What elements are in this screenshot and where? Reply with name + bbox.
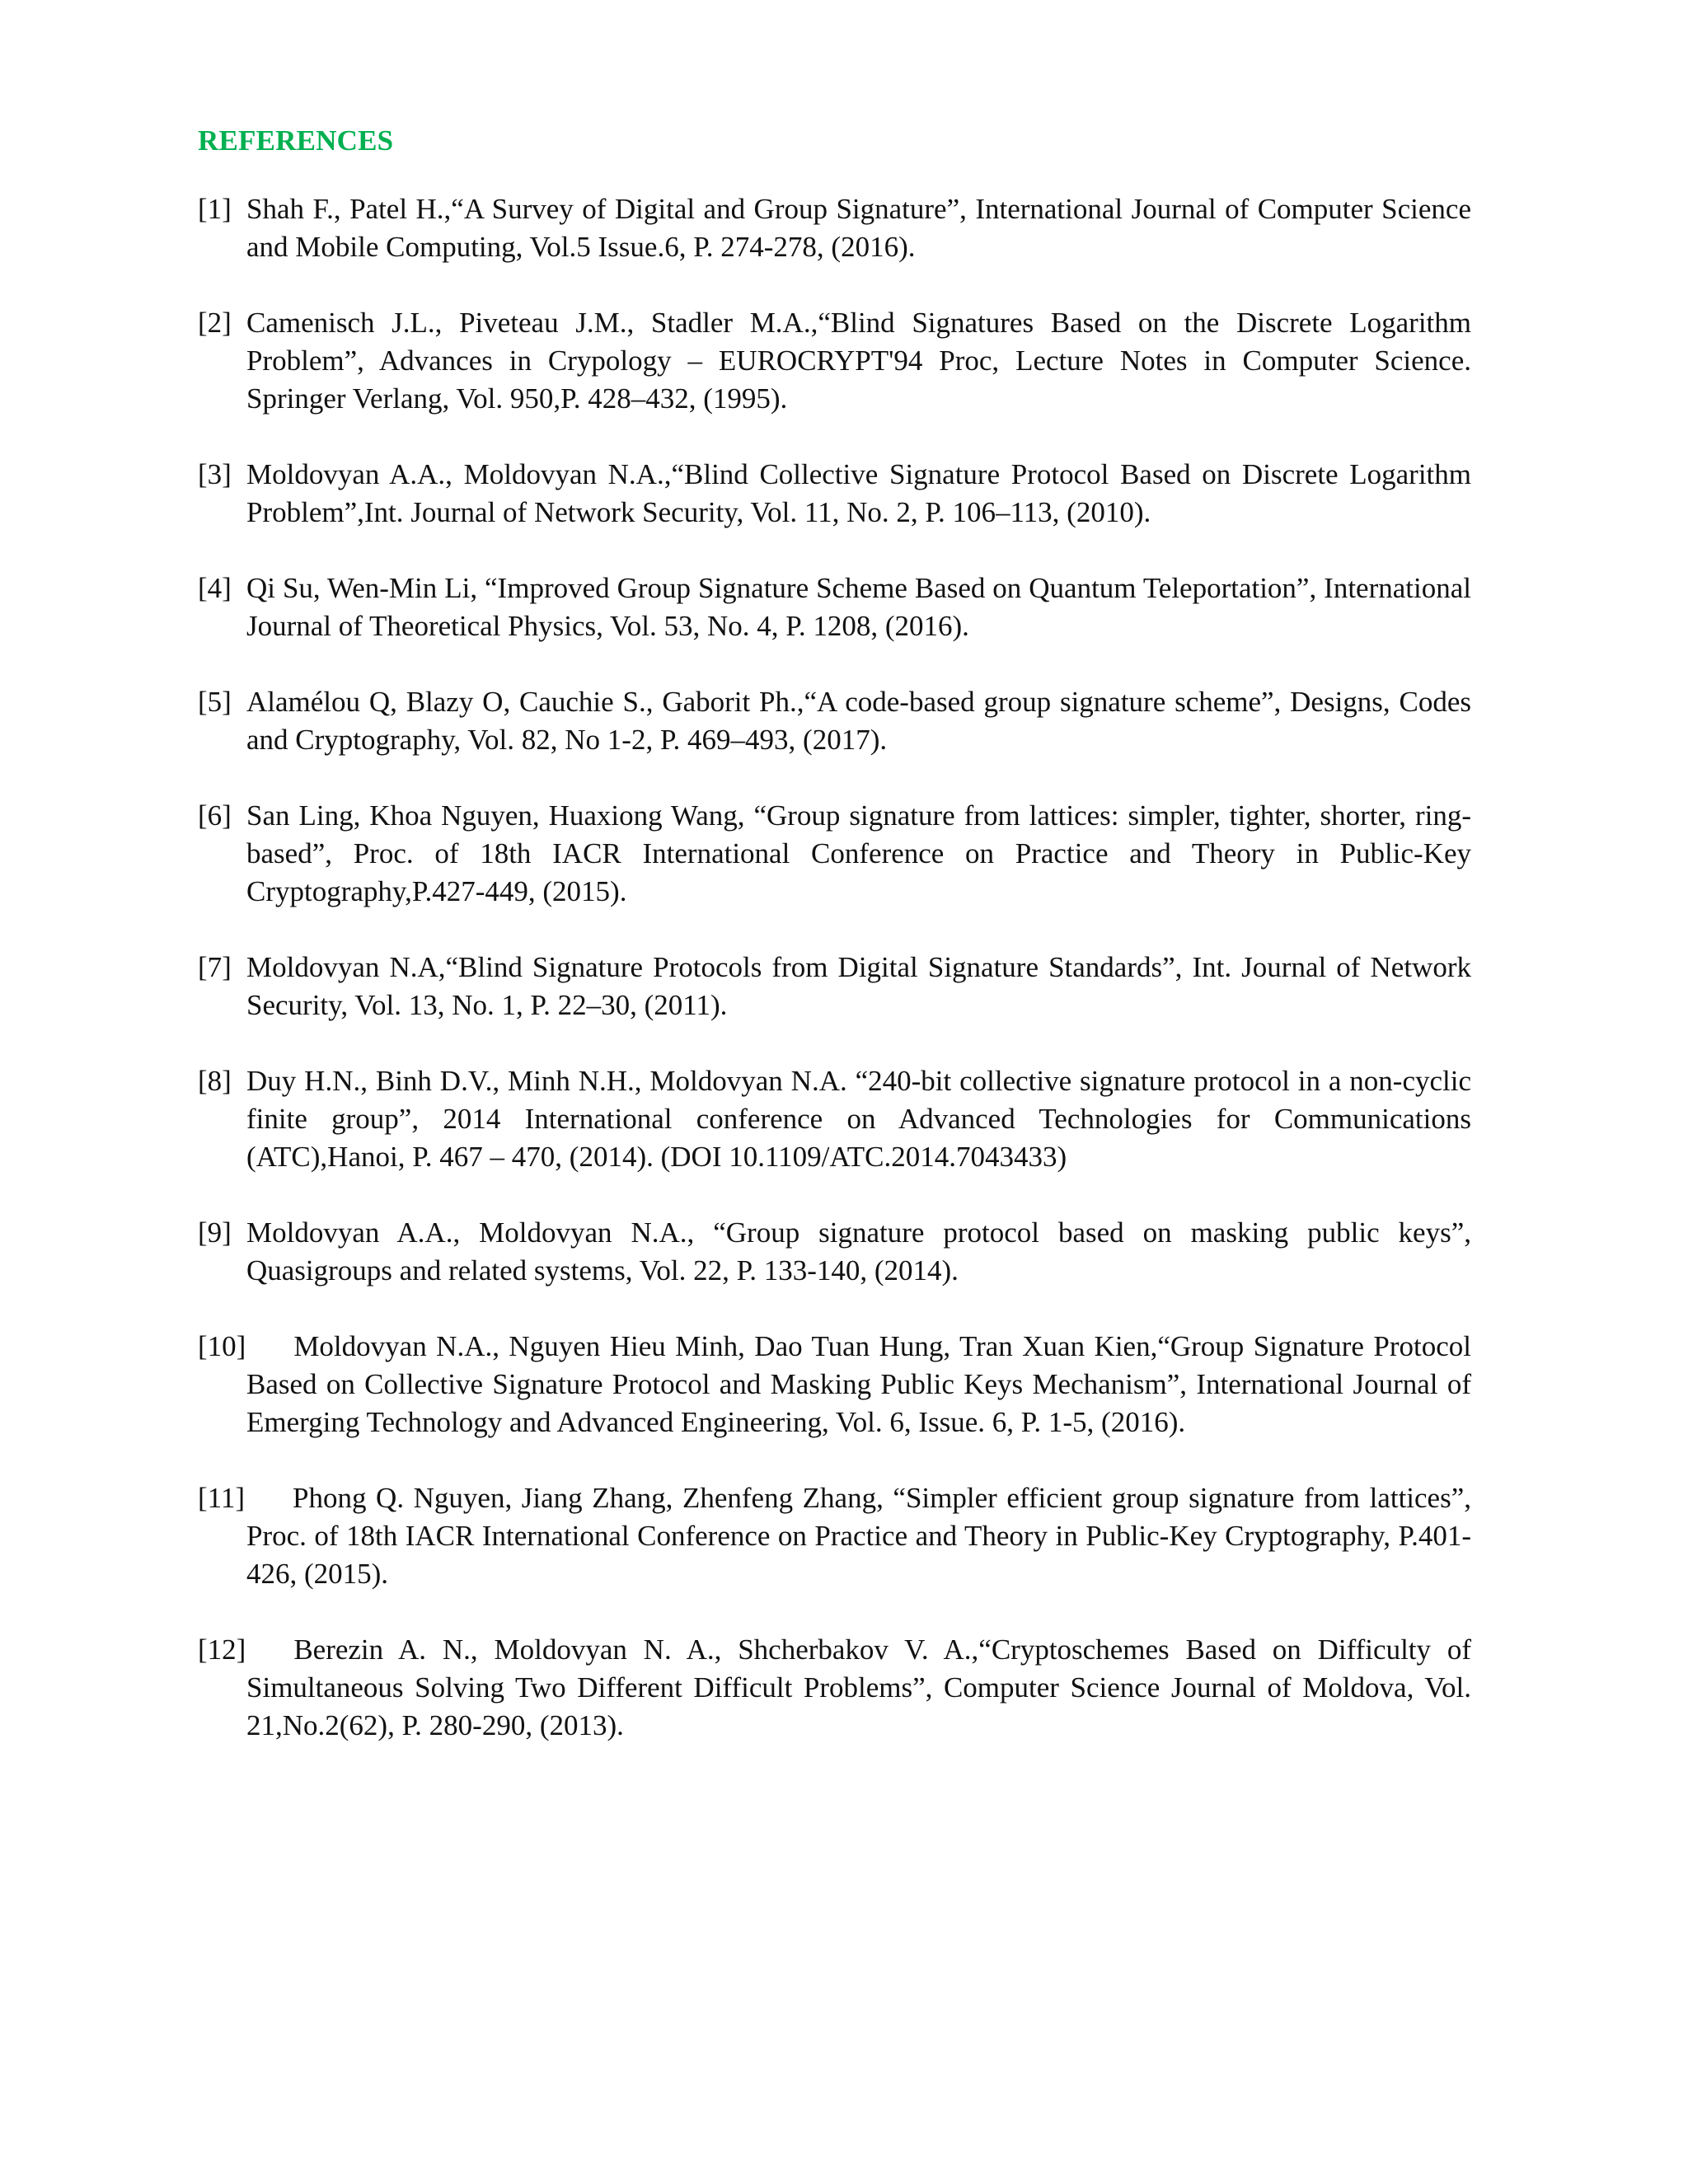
reference-number: [2] [198,307,232,339]
reference-item [198,797,1471,911]
reference-item [198,1479,1471,1593]
reference-item [198,569,1471,645]
reference-text: San Ling, Khoa Nguyen, Huaxiong Wang, “Group signature from lattices: simpler, tighter, shorter, ring-based”, Proc. of 18th IACR International Conference on Practice and Theory in Public-Key Cryptography,P.427-449, (2015). [246,799,1471,907]
reference-text: Berezin A. N., Moldovyan N. A., Shcherbakov V. A.,“Cryptoschemes Based on Difficulty of Simultaneous Solving Two Different Difficult Problems”, Computer Science Journal of Moldova, Vol. 21,No.2(62), P. 280-290, (2013). [246,1633,1471,1741]
reference-text: Alamélou Q, Blazy O, Cauchie S., Gaborit Ph.,“A code-based group signature scheme”, Designs, Codes and Cryptography, Vol. 82, No 1-2, P. 469–493, (2017). [246,686,1471,756]
reference-number: [3] [198,458,232,490]
reference-text: Phong Q. Nguyen, Jiang Zhang, Zhenfeng Zhang, “Simpler efficient group signature from lattices”, Proc. of 18th IACR International Conference on Practice and Theory in Public-Key Cryptography, P.401-426, (2015). [246,1482,1471,1590]
reference-text: Moldovyan N.A,“Blind Signature Protocols from Digital Signature Standards”, Int. Journal of Network Security, Vol. 13, No. 1, P. 22–30, (2011). [246,951,1471,1021]
reference-number: [8] [198,1065,232,1097]
reference-number: [11] [198,1482,246,1514]
reference-number: [7] [198,951,232,983]
reference-item [198,949,1471,1024]
reference-number: [4] [198,572,232,604]
reference-list [198,190,1471,1745]
references-heading: REFERENCES [198,124,394,157]
reference-text: Duy H.N., Binh D.V., Minh N.H., Moldovyan N.A. “240-bit collective signature protocol in a non-cyclic finite group”, 2014 International conference on Advanced Technologies for Communications (ATC),Hanoi, P. 467 – 470, (2014). (DOI 10.1109/ATC.2014.7043433) [246,1065,1471,1173]
references-page [198,122,1471,1783]
reference-number: [6] [198,799,232,832]
reference-item [198,683,1471,759]
reference-text: Qi Su, Wen-Min Li, “Improved Group Signature Scheme Based on Quantum Teleportation”, International Journal of Theoretical Physics, Vol. 53, No. 4, P. 1208, (2016). [246,572,1471,642]
reference-text: Shah F., Patel H.,“A Survey of Digital and Group Signature”, International Journal of Computer Science and Mobile Computing, Vol.5 Issue.6, P. 274-278, (2016). [246,193,1471,263]
reference-number: [12] [198,1633,246,1666]
reference-number: [9] [198,1216,232,1249]
reference-number: [1] [198,193,232,225]
reference-item [198,1214,1471,1290]
reference-text: Camenisch J.L., Piveteau J.M., Stadler M.A.,“Blind Signatures Based on the Discrete Logarithm Problem”, Advances in Crypology – EUROCRYPT'94 Proc, Lecture Notes in Computer Science. Springer Verlang, Vol. 950,P. 428–432, (1995). [246,307,1471,415]
reference-number: [5] [198,686,232,718]
reference-item [198,456,1471,532]
reference-item [198,190,1471,266]
reference-number: [10] [198,1330,246,1362]
reference-item [198,1631,1471,1745]
reference-text: Moldovyan A.A., Moldovyan N.A.,“Blind Collective Signature Protocol Based on Discrete Logarithm Problem”,Int. Journal of Network Security, Vol. 11, No. 2, P. 106–113, (2010). [246,458,1471,528]
reference-text: Moldovyan N.A., Nguyen Hieu Minh, Dao Tuan Hung, Tran Xuan Kien,“Group Signature Protocol Based on Collective Signature Protocol and Masking Public Keys Mechanism”, International Journal of Emerging Technology and Advanced Engineering, Vol. 6, Issue. 6, P. 1-5, (2016). [246,1330,1471,1438]
reference-item [198,304,1471,418]
reference-item [198,1328,1471,1441]
reference-text: Moldovyan A.A., Moldovyan N.A., “Group signature protocol based on masking public keys”, Quasigroups and related systems, Vol. 22, P. 133-140, (2014). [246,1216,1471,1286]
reference-item [198,1062,1471,1176]
